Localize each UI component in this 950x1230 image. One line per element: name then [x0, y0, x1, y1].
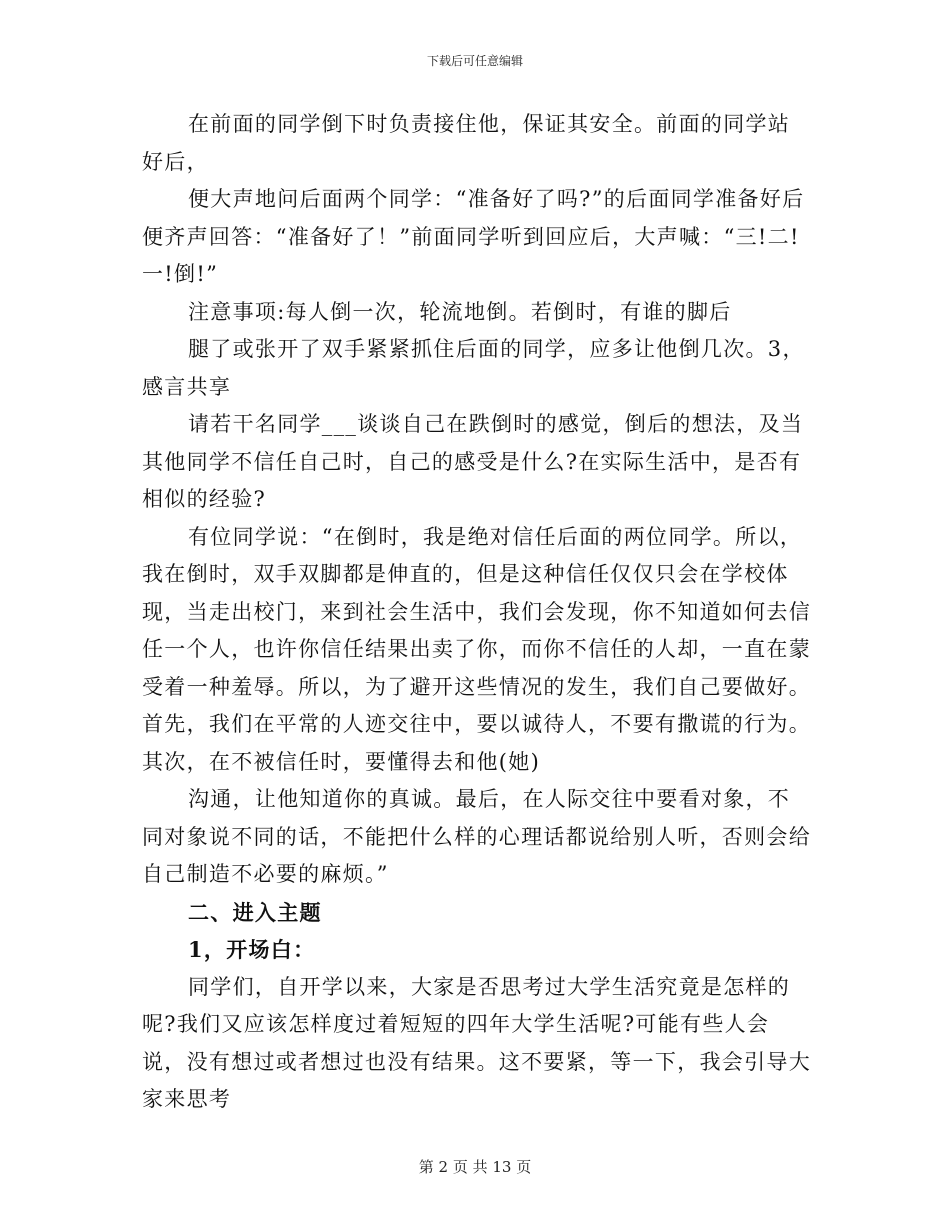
page-footer: 第 2 页 共 13 页 — [418, 1158, 532, 1176]
paragraph-8: 同学们，自开学以来，大家是否思考过大学生活究竟是怎样的呢?我们又应该怎样度过着短短的四年大学生活呢?可能有些人会说，没有想过或者想过也没有结果。这不要紧，等一下，我会引导大家来思考 — [142, 974, 811, 1111]
paragraph-4: 腿了或张开了双手紧紧抓住后面的同学，应多让他倒几次。3，感言共享 — [142, 337, 805, 399]
section-heading: 二、进入主题 — [188, 899, 322, 925]
paragraph-3: 注意事项:每人倒一次，轮流地倒。若倒时，有谁的脚后 — [188, 299, 732, 324]
paragraph-5: 请若干名同学___谈谈自己在跌倒时的感觉，倒后的想法，及当其他同学不信任自己时，自己的感受是什么?在实际生活中，是否有相似的经验? — [142, 412, 804, 511]
page-header: 下载后可任意编辑 — [426, 54, 523, 68]
paragraph-7: 沟通，让他知道你的真诚。最后，在人际交往中要看对象，不同对象说不同的话，不能把什么样的心理话都说给别人听，否则会给自己制造不必要的麻烦。” — [142, 787, 811, 886]
subsection-heading: 1，开场白： — [188, 937, 316, 962]
paragraph-6: 有位同学说：“在倒时，我是绝对信任后面的两位同学。所以，我在倒时，双手双脚都是伸直的，但是这种信任仅仅只会在学校体现，当走出校门，来到社会生活中，我们会发现，你不知道如何去信任一个人，也许你信任结果出卖了你，而你不信任的人却，一直在蒙受着一种羞辱。所以，为了避开这些情况的发生，我们自己要做好。首先，我们在平常的人迹交往中，要以诚待人，不要有撒谎的行为。其次，在不被信任时，要懂得去和他(她) — [142, 524, 811, 774]
paragraph-2: 便大声地问后面两个同学：“准备好了吗?”的后面同学准备好后便齐声回答：“准备好了！”前面同学听到回应后，大声喊：“三!二!一!倒!” — [142, 187, 805, 286]
paragraph-1: 在前面的同学倒下时负责接住他，保证其安全。前面的同学站好后， — [142, 112, 791, 174]
document-body — [142, 106, 812, 1119]
